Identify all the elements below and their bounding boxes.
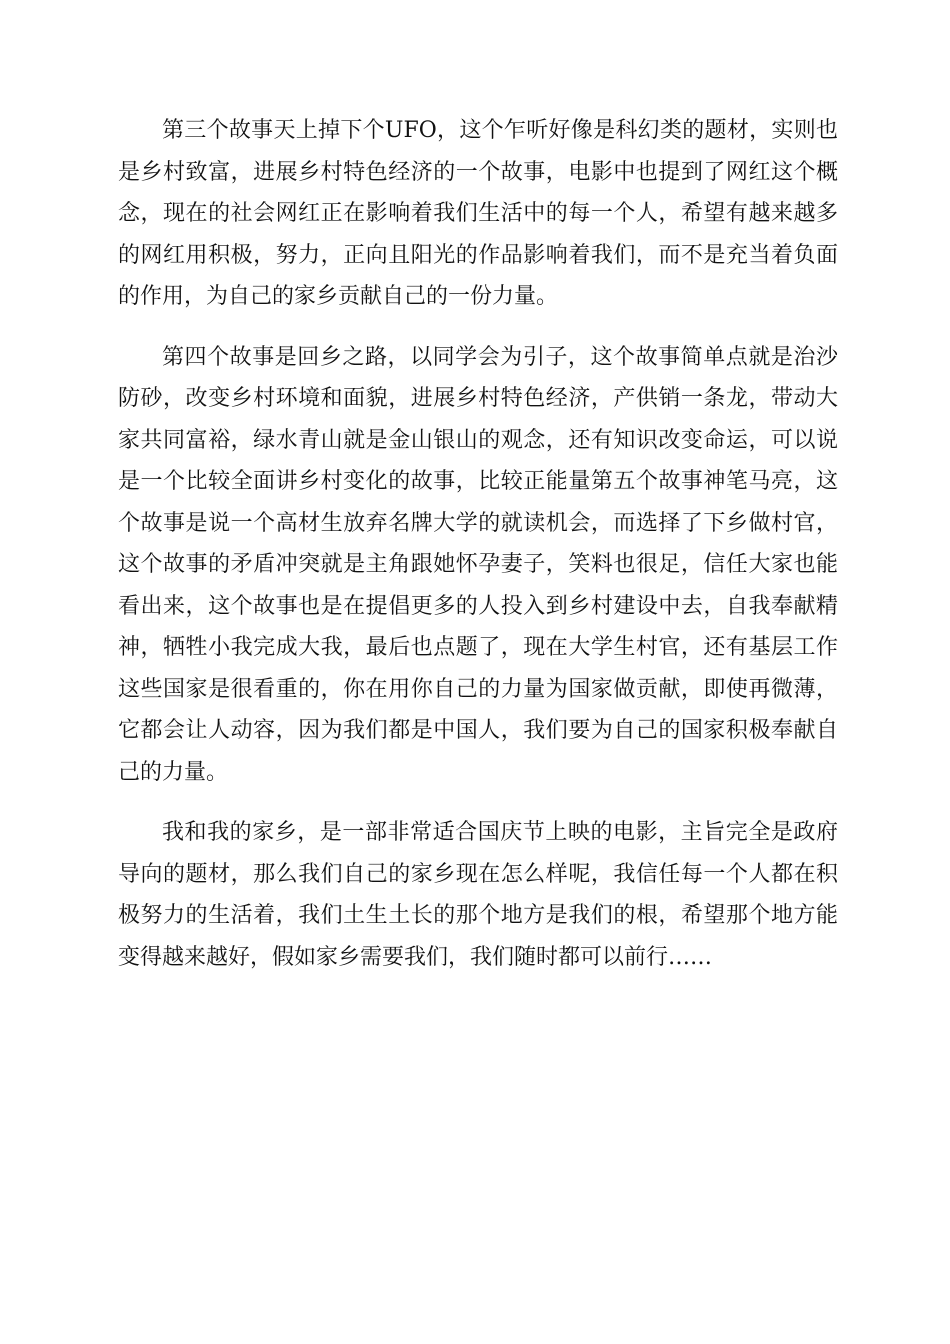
paragraph-conclusion: 我和我的家乡，是一部非常适合国庆节上映的电影，主旨完全是政府导向的题材，那么我们自己的家乡现在怎么样呢，我信任每一个人都在积极努力的生活着，我们土生土长的那个地方是我们的根，希望那个地方能变得越来越好，假如家乡需要我们，我们随时都可以前行…… — [118, 820, 838, 970]
paragraph-return-home-story: 第四个故事是回乡之路，以同学会为引子，这个故事简单点就是治沙防砂，改变乡村环境和面貌，进展乡村特色经济，产供销一条龙，带动大家共同富裕，绿水青山就是金山银山的观念，还有知识改变命运，可以说是一个比较全面讲乡村变化的故事，比较正能量第五个故事神笔马亮，这个故事是说一个高材生放弃名牌大学的就读机会，而选择了下乡做村官，这个故事的矛盾冲突就是主角跟她怀孕妻子，笑料也很足，信任大家也能看出来，这个故事也是在提倡更多的人投入到乡村建设中去，自我奉献精神，牺牲小我完成大我，最后也点题了，现在大学生村官，还有基层工作这些国家是很看重的，你在用你自己的力量为国家做贡献，即使再微薄，它都会让人动容，因为我们都是中国人，我们要为自己的国家积极奉献自己的力量。 — [118, 344, 838, 785]
paragraph-ufo-story: 第三个故事天上掉下个UFO，这个乍听好像是科幻类的题材，实则也是乡村致富，进展乡村特色经济的一个故事，电影中也提到了网红这个概念，现在的社会网红正在影响着我们生活中的每一个人，希望有越来越多的网红用积极，努力，正向且阳光的作品影响着我们，而不是充当着负面的作用，为自己的家乡贡献自己的一份力量。 — [118, 118, 838, 309]
document-body — [118, 110, 838, 978]
